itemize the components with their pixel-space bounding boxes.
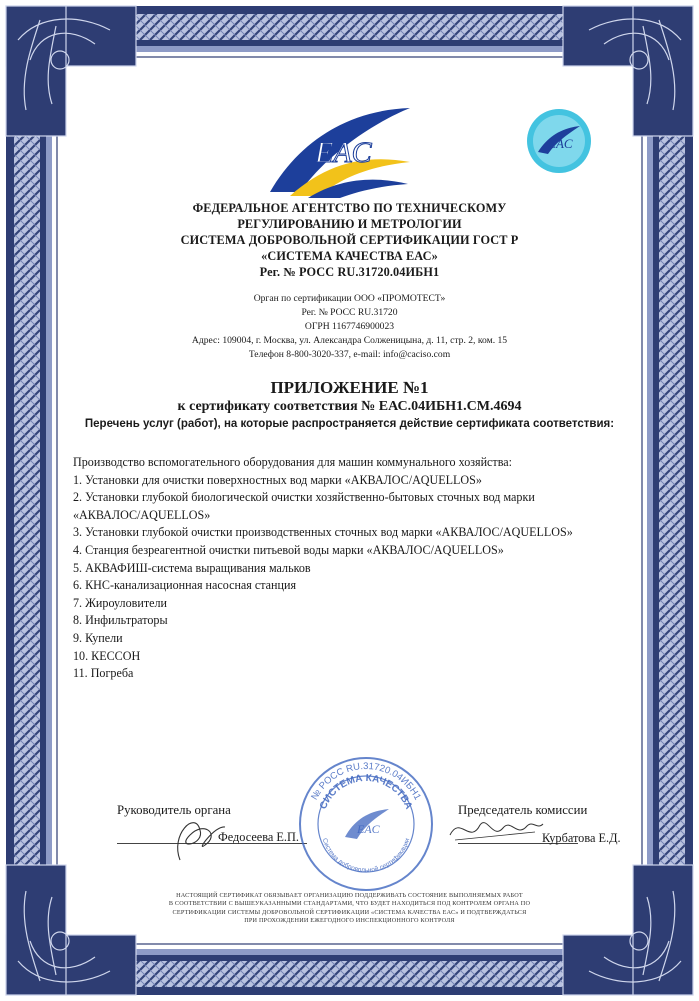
system-reg-number: Рег. № РОСС RU.31720.04ИБН1: [259, 265, 440, 279]
signatory-right-title: Председатель комиссии: [458, 803, 588, 817]
list-item: 4. Станция безреагентной очистки питьевой воды марки «АКВАЛОС/AQUELLOS»: [73, 542, 504, 557]
round-eac-logo: [526, 108, 592, 174]
stamp-bottom-text: Система добровольной сертификации: [320, 837, 412, 875]
signature-left: [160, 805, 230, 865]
system-name: «СИСТЕМА КАЧЕСТВА ЕАС»: [261, 249, 438, 263]
list-item: 1. Установки для очистки поверхностных вод марки «АКВАЛОС/AQUELLOS»: [73, 472, 482, 487]
footer-line: СЕРТИФИКАЦИИ СИСТЕМЫ ДОБРОВОЛЬНОЙ СЕРТИФИКАЦИИ «СИСТЕМА КАЧЕСТВА ЕАС» И ПОДТВЕРЖДАТЬСЯ: [172, 908, 527, 916]
footer-line: В СООТВЕТСТВИИ С ВЫШЕУКАЗАННЫМИ СТАНДАРТАМИ, ЧТО БУДЕТ НАХОДИТЬСЯ ПОД КОНТРОЛЕМ ОРГАНА ПО: [168, 900, 531, 908]
signatory-left-name: Федосеева Е.П.: [218, 830, 299, 844]
footer-line: НАСТОЯЩИЙ СЕРТИФИКАТ ОБЯЗЫВАЕТ ОРГАНИЗАЦИЮ ПОДДЕРЖИВАТЬ СОСТОЯНИЕ ВЫПОЛНЯЕМЫХ РАБОТ: [176, 892, 523, 899]
appendix-title: ПРИЛОЖЕНИЕ №1: [270, 378, 429, 397]
eac-logo-text: EAC: [315, 136, 372, 169]
services-intro: Производство вспомогательного оборудования для машин коммунального хозяйства:: [73, 455, 512, 469]
signatory-right-name: Курбатова Е.Д.: [542, 831, 621, 845]
services-list: [73, 454, 643, 683]
organ-contacts: Телефон 8-800-3020-337, e-mail: info@caciso.com: [248, 349, 451, 360]
list-item: «АКВАЛОС/AQUELLOS»: [73, 507, 211, 522]
list-item: 7. Жироуловители: [73, 595, 167, 610]
footer-line: ПРИ ПРОХОЖДЕНИИ ЕЖЕГОДНОГО ИНСПЕКЦИОННОГО КОНТРОЛЯ: [244, 917, 455, 925]
organ-reg-number: Рег. № РОСС RU.31720: [301, 307, 398, 318]
eac-logo: [260, 100, 420, 200]
certificate-content: [60, 70, 639, 930]
list-item: 3. Установки глубокой очистки производственных сточных вод марки «АКВАЛОС/AQUELLOS»: [73, 525, 573, 540]
list-item: 8. Инфильтраторы: [73, 613, 168, 628]
stamp-center-text: EAC: [357, 822, 380, 836]
system-line: СИСТЕМА ДОБРОВОЛЬНОЙ СЕРТИФИКАЦИИ ГОСТ Р: [180, 233, 519, 247]
organ-address: Адрес: 109004, г. Москва, ул. Александра Солженицына, д. 11, стр. 2, ком. 15: [191, 335, 508, 346]
appendix-description: Перечень услуг (работ), на которые распространяется действие сертификата соответствия:: [84, 418, 615, 430]
signatory-left-title: Руководитель органа: [117, 803, 231, 817]
list-item: 5. АКВАФИШ-система выращивания мальков: [73, 560, 311, 575]
list-item: 6. КНС-канализационная насосная станция: [73, 578, 297, 593]
official-stamp: [297, 755, 435, 893]
stamp-inner-text: СИСТЕМА КАЧЕСТВА: [317, 772, 415, 811]
agency-line-2: РЕГУЛИРОВАНИЮ И МЕТРОЛОГИИ: [237, 217, 462, 231]
certificate-footer: [80, 892, 619, 926]
list-item: 10. КЕССОН: [73, 648, 141, 663]
list-item: 9. Купели: [73, 630, 123, 645]
signature-right: [445, 810, 545, 850]
agency-line-1: ФЕДЕРАЛЬНОЕ АГЕНТСТВО ПО ТЕХНИЧЕСКОМУ: [192, 201, 507, 215]
round-logo-text: EAC: [548, 136, 573, 151]
organ-name: Орган по сертификации ООО «ПРОМОТЕСТ»: [253, 293, 446, 304]
organ-ogrn: ОГРН 1167746900023: [304, 321, 395, 332]
stamp-ring-text: № РОСС RU.31720.04ИБН1: [309, 760, 423, 802]
appendix-subtitle: к сертификату соответствия № ЕАС.04ИБН1.СМ.4694: [177, 399, 522, 414]
list-item: 2. Установки глубокой биологической очистки хозяйственно-бытовых сточных вод марки: [73, 490, 535, 505]
list-item: 11. Погреба: [73, 666, 134, 681]
